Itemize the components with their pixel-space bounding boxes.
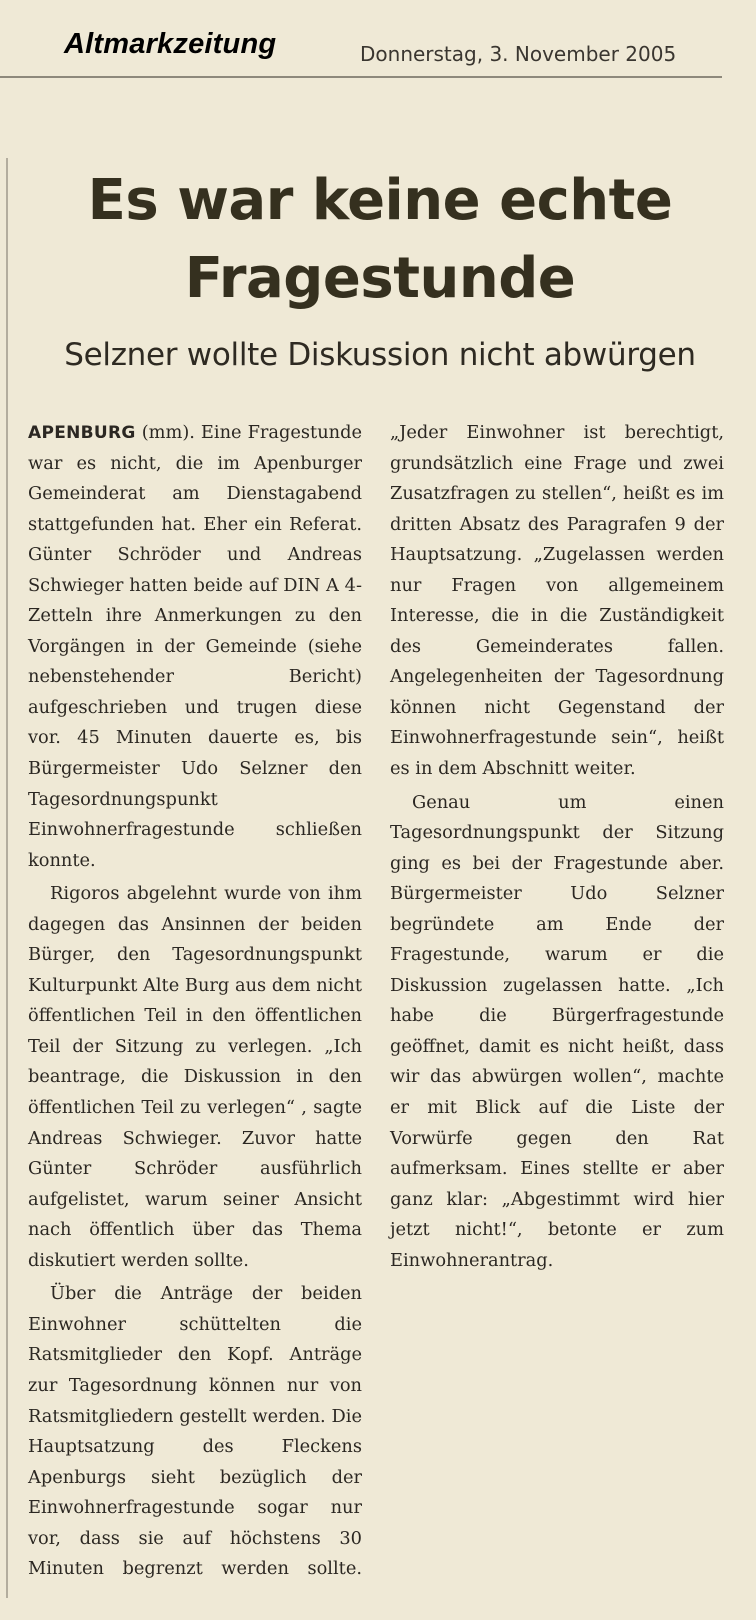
headline-line-1: Es war keine echte <box>87 168 673 233</box>
article-paragraph-4: Genau um einen Tagesordnungspunkt der Sitzung ging es bei der Fragestunde aber. Bürgermeister Udo Selzner begründete am Ende der Fragestunde, warum er die Diskussion zugelassen hatte. „Ich habe die Bürgerfragestunde geöffnet, damit es nicht heißt, dass wir das abwürgen wollen“, machte er mit Blick auf die Liste der Vorwürfe gegen den Rat aufmerksam. Eines stellte er aber ganz klar: „Abgestimmt wird hier jetzt nicht!“, betonte er zum Einwohnerantrag. <box>390 791 724 1271</box>
article-headline <box>30 162 730 318</box>
clipping-edge-line <box>6 158 8 1598</box>
article-paragraph-1 <box>28 418 362 876</box>
newspaper-name: Altmarkzeitung <box>64 28 277 60</box>
paragraph-1-text: (mm). Eine Fragestunde war es nicht, die im Apenburger Gemeinderat am Dienstagabend stattgefunden hat. Eher ein Referat. Günter Schröder und Andreas Schwieger hatten beide auf DIN A 4-Zetteln ihre Anmerkungen zu den Vorgängen in der Gemeinde (siehe nebenstehender Bericht) aufgeschrieben und trugen diese vor. 45 Minuten dauerte es, bis Bürgermeister Udo Selzner den Tagesordnungspunkt Einwohnerfragestunde schließen konnte. <box>28 422 363 871</box>
masthead <box>0 0 756 80</box>
headline-line-2: Fragestunde <box>184 246 576 311</box>
article-column-right <box>390 418 724 1276</box>
article-subheadline: Selzner wollte Diskussion nicht abwürgen <box>64 337 696 373</box>
article-paragraph-2: Rigoros abgelehnt wurde von ihm dagegen das Ansinnen der beiden Bürger, den Tagesordnungspunkt Kulturpunkt Alte Burg aus dem nicht öffentlichen Teil in den öffentlichen Teil der Sitzung zu verlegen. „Ich beantrage, die Diskussion in den öffentlichen Teil zu verlegen“ , sagte Andreas Schwieger. Zuvor hatte Günter Schröder ausführlich aufgelistet, warum seiner Ansicht nach öffentlich über das Thema diskutiert werden sollte. <box>28 883 362 1271</box>
dateline: APENBURG <box>28 423 136 443</box>
article-column-left <box>28 418 362 1585</box>
article-paragraph-3-continued: „Jeder Einwohner ist berechtigt, grundsätzlich eine Frage und zwei Zusatzfragen zu stellen“, heißt es im dritten Absatz des Paragrafen 9 der Hauptsatzung. „Zugelassen werden nur Fragen von allgemeinem Interesse, die in die Zuständigkeit des Gemeinderates fallen. Angelegenheiten der Tagesordnung können nicht Gegenstand der Einwohnerfragestunde sein“, heißt es in dem Abschnitt weiter. <box>390 422 724 780</box>
issue-date: Donnerstag, 3. November 2005 <box>360 42 677 66</box>
masthead-rule <box>0 76 722 78</box>
article-paragraph-3: Über die Anträge der beiden Einwohner schüttelten die Ratsmitglieder den Kopf. Anträge zur Tagesordnung können nur von Ratsmitgliedern gestellt werden. Die Hauptsatzung des Fleckens Apenburgs sieht bezüglich der Einwohnerfragestunde sogar nur vor, dass sie auf höchstens 30 Minuten begrenzt werden sollte. <box>28 1283 362 1580</box>
